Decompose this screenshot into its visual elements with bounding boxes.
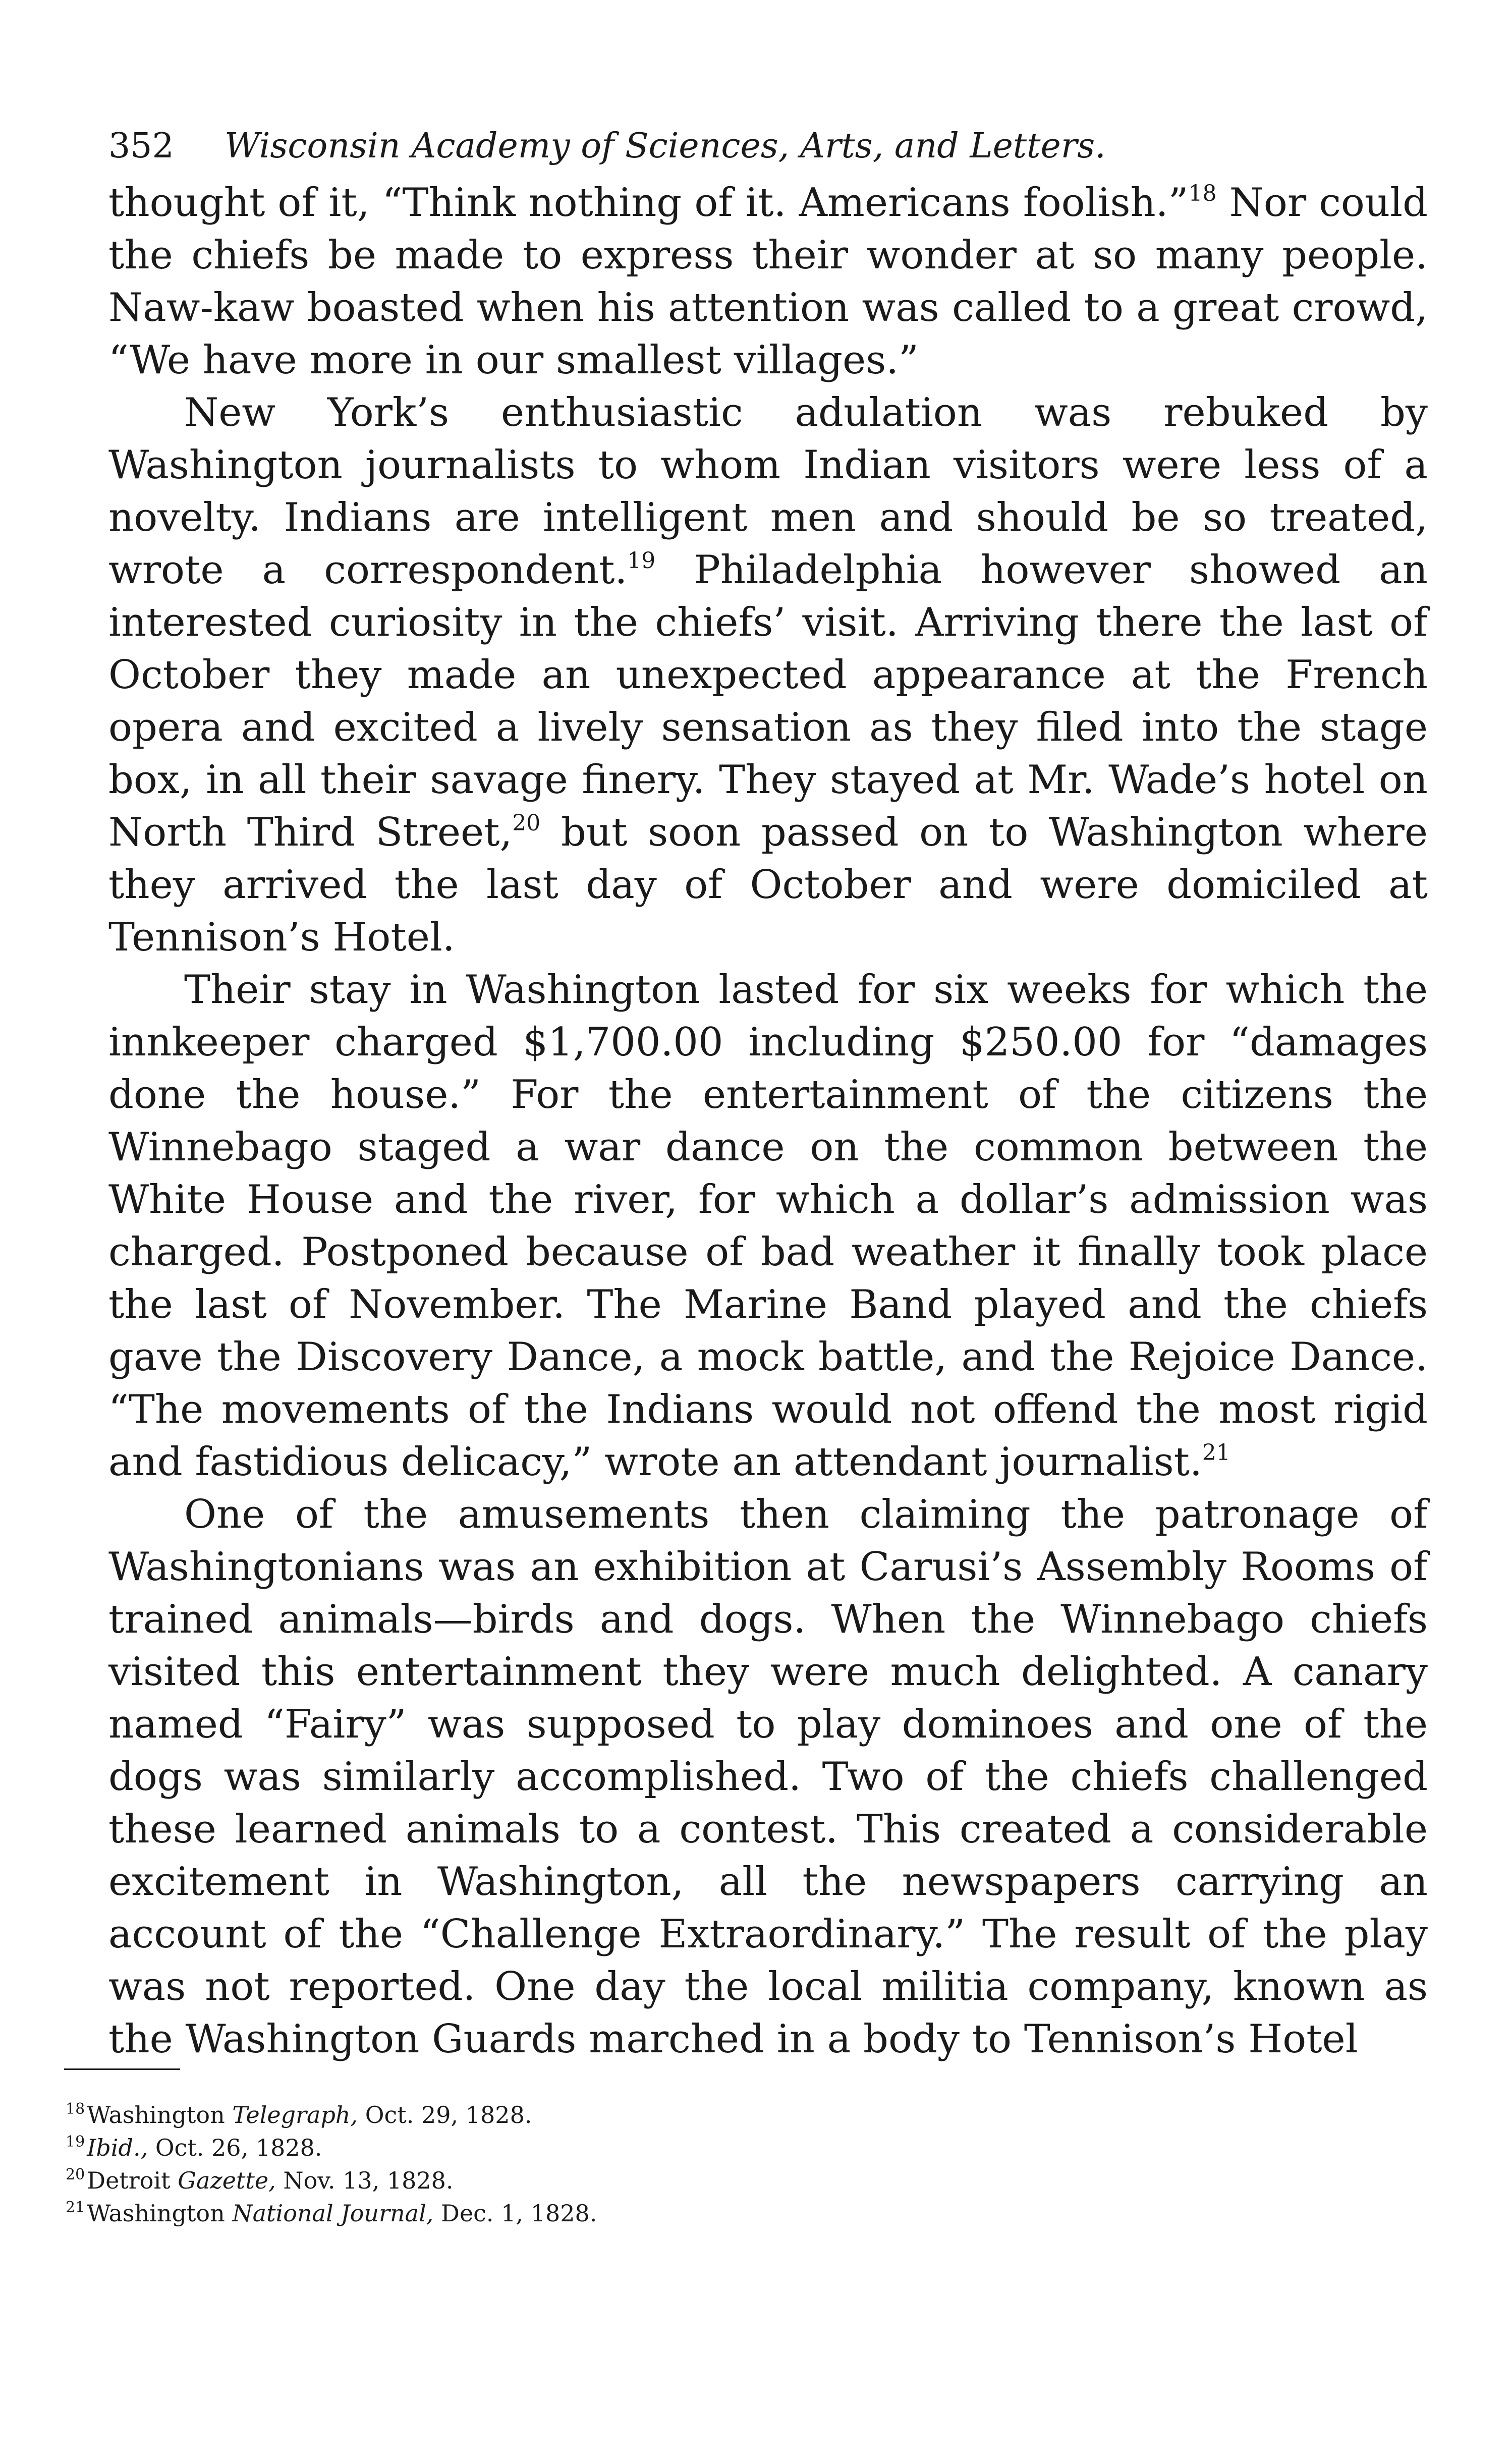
footnote-date: Oct. 26, 1828.: [148, 2134, 322, 2161]
text-span: New York’s enthusiastic adulation was rebuked by Washington journalists to whom Indian visitors were less of a novelty. Indians are intelligent men and should be so treated, wrote a correspondent.: [108, 390, 1428, 593]
running-head: [108, 116, 1428, 177]
footnote-mark: 19: [66, 2133, 85, 2151]
footnote-source: Washington: [87, 2101, 233, 2129]
paragraph-1: [108, 177, 1428, 386]
footnote-mark: 20: [66, 2166, 85, 2183]
footnote-date: Oct. 29, 1828.: [358, 2101, 532, 2129]
footnote-publication: Gazette,: [178, 2167, 276, 2194]
footnote-publication: Telegraph,: [232, 2101, 358, 2129]
footnote-publication: Ibid.,: [87, 2134, 148, 2161]
footnote-source: Detroit: [87, 2167, 178, 2194]
footnotes: [66, 2099, 1176, 2230]
footnote-source: Washington: [87, 2200, 233, 2227]
body-text: [108, 177, 1428, 2065]
footnote-20: [66, 2164, 1176, 2197]
footnote-publication: National Journal,: [232, 2200, 434, 2227]
footnote-ref-20[interactable]: 20: [512, 810, 541, 836]
footnote-mark: 18: [66, 2100, 85, 2118]
footnote-21: [66, 2197, 1176, 2230]
footnote-date: Nov. 13, 1828.: [275, 2167, 454, 2194]
text-span: Their stay in Washington lasted for six weeks for which the innkeeper charged $1,700.00 including $250.00 for “damages done the house.” For the entertainment of the citizens the Winnebago staged a war dance on the common between the White House and the river, for which a dollar’s admission was charged. Postponed because of bad weather it finally took place the last of November. The Marine Band played and the chiefs gave the Discovery Dance, a mock battle, and the Rejoice Dance. “The movements of the Indians would not offend the most rigid and fastidious delicacy,” wrote an attendant journalist.: [108, 967, 1428, 1485]
footnote-18: [66, 2099, 1176, 2132]
text-span: but soon passed on to Washington where they arrived the last day of October and were domiciled at Tennison’s Hotel.: [108, 810, 1428, 960]
paragraph-2: [108, 386, 1428, 964]
paragraph-3: [108, 964, 1428, 1488]
journal-title: Wisconsin Academy of Sciences, Arts, and Letters.: [225, 126, 1106, 166]
footnote-mark: 21: [66, 2199, 85, 2216]
footnote-19: [66, 2132, 1176, 2164]
footnote-ref-21[interactable]: 21: [1202, 1440, 1230, 1466]
footnote-ref-18[interactable]: 18: [1188, 181, 1217, 206]
text-span: Philadelphia however showed an interested curiosity in the chiefs’ visit. Arriving there the last of October they made an unexpected appearance at the French opera and excited a lively sensation as they filed into the stage box, in all their savage finery. They stayed at Mr. Wade’s hotel on North Third Street,: [108, 547, 1428, 855]
text-span: One of the amusements then claiming the patronage of Washingtonians was an exhibition at Carusi’s Assembly Rooms of trained animals—birds and dogs. When the Winnebago chiefs visited this entertainment they were much delighted. A canary named “Fairy” was supposed to play dominoes and one of the dogs was similarly accomplished. Two of the chiefs challenged these learned animals to a contest. This created a considerable excitement in Washington, all the newspapers carrying an account of the “Challenge Extraordinary.” The result of the play was not reported. One day the local militia company, known as the Washington Guards marched in a body to Tennison’s Hotel: [108, 1492, 1428, 2062]
page-number: 352: [108, 126, 174, 166]
paragraph-4: [108, 1488, 1428, 2065]
text-span: Nor could the chiefs be made to express their wonder at so many people. Naw-kaw boasted when his attention was called to a great crowd, “We have more in our smallest villages.”: [108, 180, 1428, 383]
footnote-ref-19[interactable]: 19: [627, 548, 656, 574]
footnote-divider: [64, 2068, 180, 2070]
book-page: [108, 116, 1428, 2065]
footnote-date: Dec. 1, 1828.: [433, 2200, 597, 2227]
text-span: thought of it, “Think nothing of it. Americans foolish.”: [108, 180, 1189, 226]
